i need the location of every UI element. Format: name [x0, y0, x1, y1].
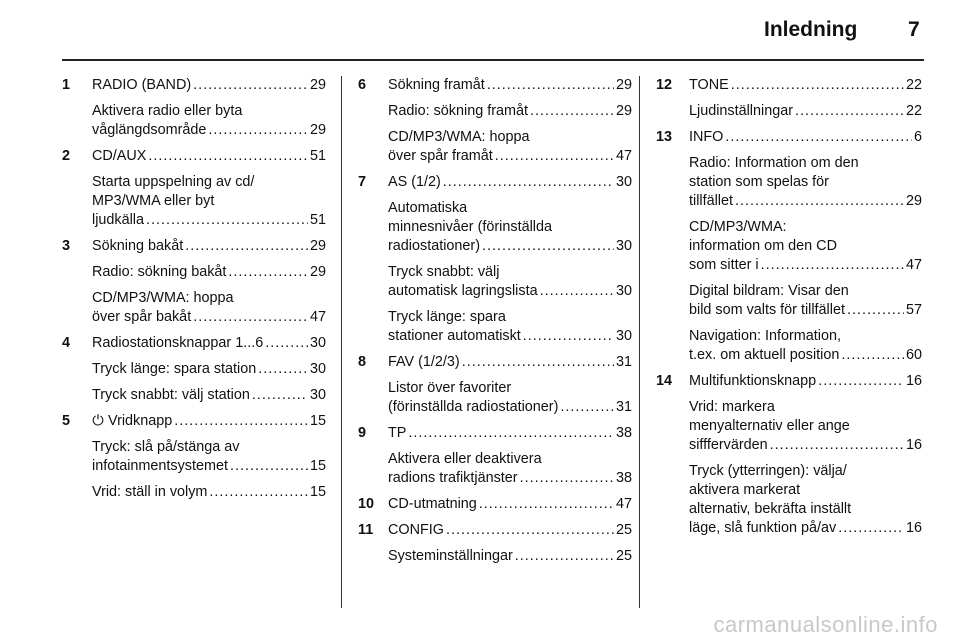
subitem-line [92, 121, 326, 140]
subitem-text: CD/MP3/WMA: hoppa [388, 129, 530, 145]
dot-leader [520, 469, 614, 488]
dot-leader [795, 102, 904, 121]
page-ref: 25 [615, 522, 632, 538]
page-ref: 29 [309, 238, 326, 254]
subitem-text: radions trafiktjänster [388, 470, 518, 486]
subitem-text: Listor över favoriter [388, 380, 512, 396]
toc-entry [62, 412, 326, 502]
subitem-line [388, 102, 632, 121]
item-label-text: TONE [689, 77, 729, 93]
toc-subitem [388, 102, 632, 121]
dot-leader [228, 263, 308, 282]
item-label [388, 495, 477, 514]
page-ref: 57 [905, 302, 922, 318]
page-ref: 15 [309, 413, 326, 429]
page-ref: 6 [913, 129, 922, 145]
subitem-line [388, 147, 632, 166]
dot-leader [847, 301, 904, 320]
toc-subitem [92, 360, 326, 379]
toc-item [388, 76, 632, 95]
subitem-text: CD/MP3/WMA: hoppa [92, 290, 234, 306]
item-label-text: AS (1/2) [388, 174, 441, 190]
page-ref: 30 [309, 335, 326, 351]
page-ref: 29 [309, 122, 326, 138]
subitem-text: Digital bildram: Visar den [689, 283, 849, 299]
toc-subitem [689, 398, 922, 455]
toc-entry [656, 128, 922, 365]
dot-leader [265, 334, 308, 353]
subitem-line [388, 282, 632, 301]
item-number: 14 [656, 373, 673, 389]
header-rule [62, 59, 924, 61]
toc-entry [656, 372, 922, 538]
toc-entry [62, 147, 326, 230]
item-label [689, 76, 729, 95]
page-ref: 47 [615, 496, 632, 512]
toc-item [689, 128, 922, 147]
toc-subitem [92, 386, 326, 405]
item-label [388, 76, 485, 95]
subitem-text: CD/MP3/WMA: information om den CD [689, 219, 837, 254]
toc-entry [358, 173, 632, 346]
subitem-line [689, 301, 922, 320]
dot-leader [818, 372, 904, 391]
toc-subitem [92, 173, 326, 230]
subitem-text: Vrid: ställ in volym [92, 484, 208, 500]
dot-leader [838, 519, 904, 538]
toc-item [92, 334, 326, 353]
subitem-text: Vrid: markera menyalternativ eller ange [689, 399, 850, 434]
subitem-line [92, 360, 326, 379]
subitem-text: automatisk lagringslista [388, 283, 538, 299]
page-ref: 15 [309, 484, 326, 500]
item-number: 10 [358, 496, 375, 512]
page-ref: 22 [905, 103, 922, 119]
subitem-line [92, 211, 326, 230]
subitem-line [92, 308, 326, 327]
item-number: 11 [358, 522, 374, 538]
toc-item [92, 237, 326, 256]
toc-item [689, 372, 922, 391]
page-ref: 31 [615, 354, 632, 370]
toc-subitem [689, 102, 922, 121]
subitem-line [689, 436, 922, 455]
subitem-text: tillfället [689, 193, 733, 209]
page-ref: 30 [615, 283, 632, 299]
page-ref: 60 [905, 347, 922, 363]
dot-leader [495, 147, 614, 166]
toc-subitem [689, 462, 922, 538]
subitem-text: som sitter i [689, 257, 759, 273]
item-label-text: CD/AUX [92, 148, 147, 164]
toc-subitem [388, 199, 632, 256]
subitem-text: bild som valts för tillfället [689, 302, 845, 318]
page-ref: 16 [905, 520, 922, 536]
subitem-line [92, 457, 326, 476]
toc-subitem [92, 438, 326, 476]
page-ref: 16 [905, 437, 922, 453]
item-label-text: CD-utmatning [388, 496, 477, 512]
dot-leader [761, 256, 904, 275]
toc-subitem [689, 218, 922, 275]
item-label [92, 412, 172, 431]
dot-leader [208, 121, 308, 140]
dot-leader [446, 521, 614, 540]
column-divider [341, 76, 342, 608]
subitem-text: Ljudinställningar [689, 103, 794, 119]
toc-subitem [92, 483, 326, 502]
toc-item [689, 76, 922, 95]
item-label [92, 147, 146, 166]
page-ref: 30 [615, 238, 632, 254]
subitem-text: stationer automatiskt [388, 328, 521, 344]
subitem-text: Radio: sökning bakåt [92, 264, 227, 280]
subitem-line [388, 547, 632, 566]
subitem-text: Tryck länge: spara station [92, 361, 257, 377]
dot-leader [146, 211, 308, 230]
item-number: 2 [62, 148, 71, 164]
toc-entry [358, 495, 632, 514]
subitem-line [388, 469, 632, 488]
subitem-text: (förinställda radiostationer) [388, 399, 559, 415]
subitem-text: ljudkälla [92, 212, 144, 228]
toc-subitem [689, 282, 922, 320]
page-ref: 29 [905, 193, 922, 209]
page-ref: 30 [309, 361, 326, 377]
subitem-text: Navigation: Information, [689, 328, 841, 344]
toc-item [388, 173, 632, 192]
subitem-line [689, 256, 922, 275]
subitem-line [388, 398, 632, 417]
toc-entry [358, 353, 632, 417]
column-1 [62, 76, 326, 509]
subitem-text: radiostationer) [388, 238, 480, 254]
subitem-line [92, 263, 326, 282]
subitem-line [689, 102, 922, 121]
toc-subitem [388, 263, 632, 301]
toc-subitem [689, 327, 922, 365]
item-number: 4 [62, 335, 71, 351]
subitem-text: våglängdsområde [92, 122, 207, 138]
dot-leader [560, 398, 614, 417]
item-label-text: FAV (1/2/3) [388, 354, 460, 370]
dot-leader [725, 128, 912, 147]
page-ref: 29 [615, 77, 632, 93]
item-label [388, 424, 406, 443]
page-ref: 30 [309, 387, 326, 403]
toc-subitem [388, 379, 632, 417]
page-ref: 47 [615, 148, 632, 164]
page-ref: 29 [309, 77, 326, 93]
item-label-text: Sökning bakåt [92, 238, 184, 254]
dot-leader [770, 436, 904, 455]
page-ref: 47 [309, 309, 326, 325]
dot-leader [193, 76, 308, 95]
dot-leader [731, 76, 904, 95]
subitem-text: över spår framåt [388, 148, 493, 164]
subitem-line [92, 386, 326, 405]
page-ref: 25 [615, 548, 632, 564]
dot-leader [735, 192, 904, 211]
subitem-text: sifffervärden [689, 437, 768, 453]
dot-leader [462, 353, 614, 372]
page-ref: 29 [309, 264, 326, 280]
item-number: 8 [358, 354, 367, 370]
dot-leader [482, 237, 614, 256]
item-label [388, 173, 441, 192]
page-ref: 22 [905, 77, 922, 93]
page-ref: 16 [905, 373, 922, 389]
subitem-text: Radio: sökning framåt [388, 103, 528, 119]
item-number: 13 [656, 129, 673, 145]
page-ref: 29 [615, 103, 632, 119]
page-ref: 15 [309, 458, 326, 474]
item-number: 9 [358, 425, 367, 441]
subitem-text: Starta uppspelning av cd/ MP3/WMA eller byt [92, 174, 255, 209]
page-header [0, 0, 960, 60]
item-label-text: Vridknapp [108, 413, 173, 429]
item-label [689, 372, 816, 391]
toc-item [388, 521, 632, 540]
toc-subitem [388, 547, 632, 566]
item-label-text: INFO [689, 129, 724, 145]
item-label [92, 334, 263, 353]
dot-leader [523, 327, 614, 346]
toc-entry [62, 237, 326, 327]
toc-entry [358, 521, 632, 566]
subitem-text: över spår bakåt [92, 309, 192, 325]
toc-entry [358, 424, 632, 488]
toc-entry [62, 334, 326, 405]
column-divider [639, 76, 640, 608]
item-label [92, 76, 191, 95]
toc-item [92, 147, 326, 166]
subitem-text: Tryck snabbt: välj station [92, 387, 250, 403]
dot-leader [408, 424, 614, 443]
subitem-text: Tryck snabbt: välj [388, 264, 500, 280]
toc-item [388, 353, 632, 372]
dot-leader [530, 102, 614, 121]
toc-subitem [92, 102, 326, 140]
subitem-text: Systeminställningar [388, 548, 513, 564]
toc-subitem [92, 289, 326, 327]
item-number: 3 [62, 238, 71, 254]
column-2 [358, 76, 632, 573]
dot-leader [148, 147, 308, 166]
dot-leader [515, 547, 614, 566]
subitem-line [689, 192, 922, 211]
item-label [388, 353, 460, 372]
toc-subitem [388, 308, 632, 346]
page-ref: 31 [615, 399, 632, 415]
toc-entry [62, 76, 326, 140]
item-number: 12 [656, 77, 673, 93]
dot-leader [479, 495, 614, 514]
item-number: 6 [358, 77, 367, 93]
subitem-text: Aktivera eller deaktivera [388, 451, 542, 467]
item-label-text: Sökning framåt [388, 77, 485, 93]
toc-item [92, 412, 326, 431]
item-number: 1 [62, 77, 71, 93]
dot-leader [209, 483, 308, 502]
subitem-line [388, 237, 632, 256]
toc-entry [358, 76, 632, 166]
subitem-text: t.ex. om aktuell position [689, 347, 840, 363]
dot-leader [487, 76, 614, 95]
page-ref: 51 [309, 212, 326, 228]
subitem-text: Tryck: slå på/stänga av [92, 439, 240, 455]
subitem-text: Radio: Information om den station som spelas för [689, 155, 859, 190]
item-label-text: Multifunktionsknapp [689, 373, 817, 389]
page-ref: 38 [615, 470, 632, 486]
toc-subitem [92, 263, 326, 282]
toc-item [388, 495, 632, 514]
page-ref: 30 [615, 174, 632, 190]
subitem-text: infotainmentsystemet [92, 458, 228, 474]
power-icon: ⏻ [92, 413, 104, 429]
dot-leader [185, 237, 308, 256]
dot-leader [230, 457, 308, 476]
subitem-text: läge, slå funktion på/av [689, 520, 837, 536]
toc-subitem [388, 128, 632, 166]
toc-subitem [689, 154, 922, 211]
subitem-text: Aktivera radio eller byta [92, 103, 243, 119]
watermark: carmanualsonline.info [713, 612, 938, 637]
subitem-line [689, 519, 922, 538]
toc-item [388, 424, 632, 443]
item-label-text: Radiostationsknappar 1...6 [92, 335, 264, 351]
toc-subitem [388, 450, 632, 488]
page-number: 7 [908, 18, 920, 41]
subitem-text: Tryck (ytterringen): välja/ aktivera markerat alternativ, bekräfta inställt [689, 463, 852, 517]
subitem-text: Automatiska minnesnivåer (förinställda [388, 200, 552, 235]
dot-leader [540, 282, 614, 301]
page-ref: 47 [905, 257, 922, 273]
dot-leader [443, 173, 614, 192]
item-label-text: RADIO (BAND) [92, 77, 192, 93]
dot-leader [841, 346, 904, 365]
item-label [388, 521, 444, 540]
item-label-text: CONFIG [388, 522, 444, 538]
subitem-line [92, 483, 326, 502]
subitem-line [388, 327, 632, 346]
dot-leader [258, 360, 308, 379]
item-label [92, 237, 183, 256]
subitem-text: Tryck länge: spara [388, 309, 506, 325]
page-ref: 38 [615, 425, 632, 441]
page-ref: 51 [309, 148, 326, 164]
item-number: 5 [62, 413, 71, 429]
toc-item [92, 76, 326, 95]
dot-leader [193, 308, 308, 327]
item-label [689, 128, 723, 147]
item-label-text: TP [388, 425, 407, 441]
column-3 [656, 76, 922, 545]
toc-entry [656, 76, 922, 121]
subitem-line [689, 346, 922, 365]
dot-leader [252, 386, 308, 405]
page-title: Inledning [764, 18, 858, 41]
item-number: 7 [358, 174, 367, 190]
dot-leader [174, 412, 308, 431]
page-ref: 30 [615, 328, 632, 344]
